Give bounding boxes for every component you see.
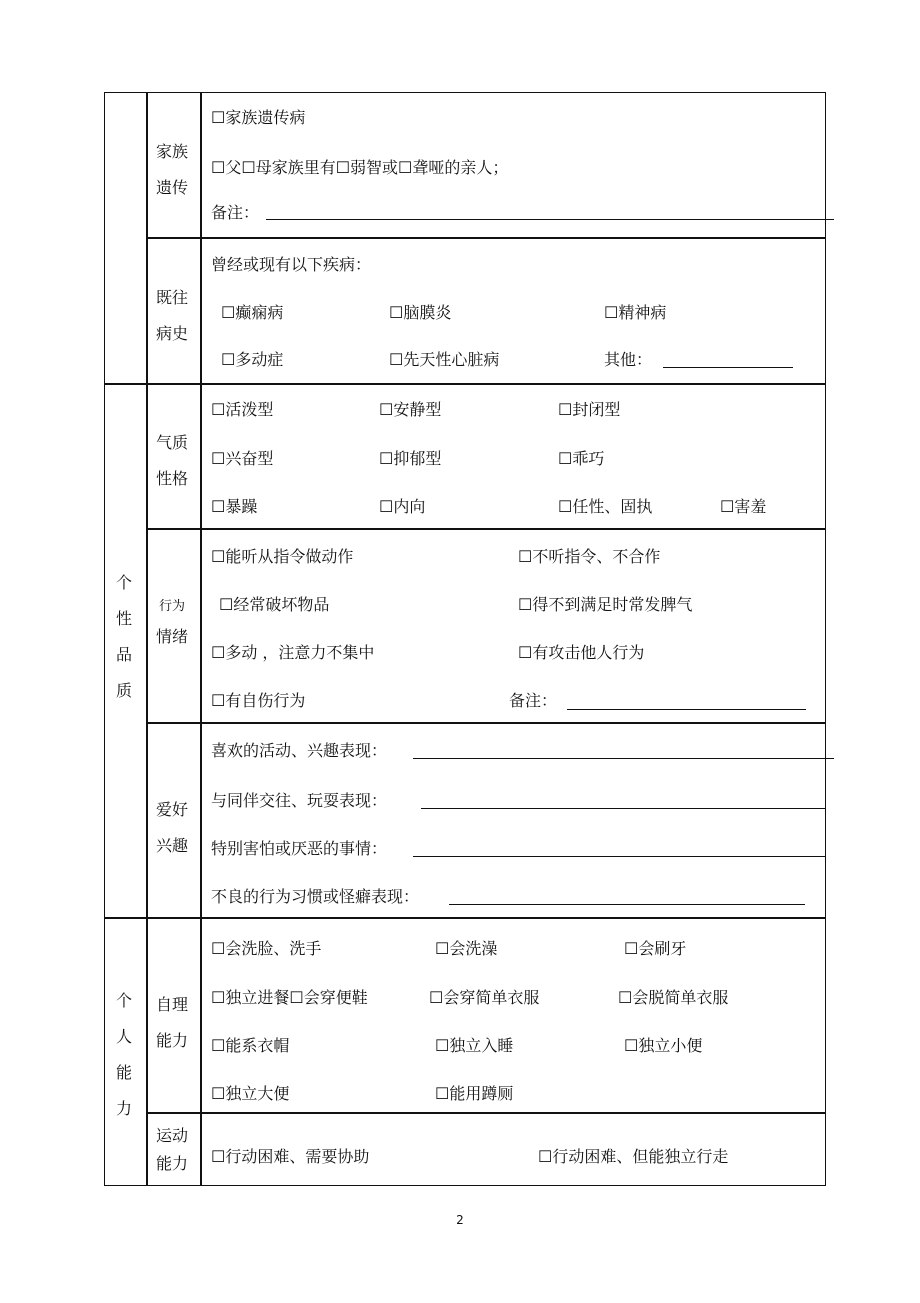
selfcare-option[interactable]: ☐会洗脸、洗手	[211, 939, 322, 958]
selfcare-option[interactable]: ☐会脱简单衣服	[618, 988, 729, 1007]
row-label-motor: 运动 能力	[155, 1126, 188, 1173]
row-label-hobby: 爱好 兴趣	[155, 800, 188, 855]
motor-option[interactable]: ☐行动困难、但能独立行走	[538, 1147, 729, 1166]
hobby-answer-field[interactable]	[413, 758, 834, 759]
section-title-personality: 个 性 品 质	[115, 573, 132, 700]
section-title-ability: 个 人 能 力	[115, 991, 132, 1118]
row-divider	[146, 1112, 826, 1114]
temperament-option[interactable]: ☐内向	[379, 497, 426, 516]
row-label-behavior: 行为 情绪	[155, 599, 188, 646]
row-divider	[146, 528, 826, 530]
history-other-field[interactable]	[663, 367, 793, 368]
selfcare-option[interactable]: ☐会刷牙	[624, 939, 687, 958]
family-relatives-checkboxes[interactable]: ☐父☐母家族里有☐弱智或☐聋哑的亲人；	[211, 158, 509, 177]
selfcare-option[interactable]: ☐独立小便	[624, 1036, 703, 1055]
selfcare-option[interactable]: ☐独立大便	[211, 1084, 290, 1103]
family-disease-checkbox[interactable]: ☐家族遗传病	[211, 108, 306, 127]
hobby-answer-field[interactable]	[413, 856, 826, 857]
temperament-option[interactable]: ☐兴奋型	[211, 449, 274, 468]
history-intro: 曾经或现有以下疾病：	[211, 255, 372, 274]
row-label-temperament: 气质 性格	[155, 433, 188, 488]
temperament-option[interactable]: ☐封闭型	[558, 400, 621, 419]
row-divider	[146, 722, 826, 724]
hobby-question: 喜欢的活动、兴趣表现：	[211, 741, 388, 760]
row-label-selfcare: 自理 能力	[155, 995, 188, 1050]
history-option[interactable]: ☐癫痫病	[221, 303, 284, 322]
family-remark-field[interactable]	[266, 219, 834, 220]
selfcare-option[interactable]: ☐能用蹲厕	[435, 1084, 514, 1103]
section-divider	[104, 917, 826, 919]
behavior-option[interactable]: ☐经常破坏物品	[219, 595, 330, 614]
motor-option[interactable]: ☐行动困难、需要协助	[211, 1147, 370, 1166]
temperament-option[interactable]: ☐暴躁	[211, 497, 258, 516]
history-option[interactable]: ☐精神病	[604, 303, 667, 322]
section-divider	[104, 383, 826, 385]
selfcare-option[interactable]: ☐独立进餐☐会穿便鞋	[211, 988, 368, 1007]
temperament-option[interactable]: ☐乖巧	[558, 449, 605, 468]
row-divider	[146, 237, 826, 239]
history-option[interactable]: ☐多动症	[221, 350, 284, 369]
selfcare-option[interactable]: ☐能系衣帽	[211, 1036, 290, 1055]
family-remark-label: 备注：	[211, 203, 260, 222]
behavior-option[interactable]: ☐有自伤行为	[211, 691, 306, 710]
hobby-question: 不良的行为习惯或怪癖表现：	[211, 887, 420, 906]
behavior-option[interactable]: ☐多动 ，注意力不集中	[211, 643, 375, 662]
behavior-remark-label: 备注：	[509, 691, 558, 710]
history-option[interactable]: ☐脑膜炎	[389, 303, 452, 322]
row-label-family: 家族 遗传	[155, 142, 188, 197]
behavior-option[interactable]: ☐得不到满足时常发脾气	[518, 595, 693, 614]
temperament-option[interactable]: ☐抑郁型	[379, 449, 442, 468]
temperament-option[interactable]: ☐任性、固执	[558, 497, 653, 516]
behavior-remark-field[interactable]	[567, 709, 806, 710]
hobby-answer-field[interactable]	[421, 808, 826, 809]
history-other-label: 其他：	[604, 350, 653, 369]
temperament-option[interactable]: ☐害羞	[720, 497, 767, 516]
behavior-option[interactable]: ☐有攻击他人行为	[518, 643, 645, 662]
page-number: 2	[456, 1213, 464, 1227]
selfcare-option[interactable]: ☐独立入睡	[435, 1036, 514, 1055]
hobby-question: 与同伴交往、玩耍表现：	[211, 791, 388, 810]
behavior-option[interactable]: ☐能听从指令做动作	[211, 547, 354, 566]
hobby-answer-field[interactable]	[449, 904, 805, 905]
temperament-option[interactable]: ☐活泼型	[211, 400, 274, 419]
history-option[interactable]: ☐先天性心脏病	[389, 350, 500, 369]
temperament-option[interactable]: ☐安静型	[379, 400, 442, 419]
behavior-option[interactable]: ☐不听指令、不合作	[518, 547, 661, 566]
hobby-question: 特别害怕或厌恶的事情：	[211, 839, 388, 858]
row-label-history: 既往 病史	[155, 288, 188, 343]
selfcare-option[interactable]: ☐会穿简单衣服	[429, 988, 540, 1007]
column-divider-2	[200, 92, 202, 1186]
selfcare-option[interactable]: ☐会洗澡	[435, 939, 498, 958]
